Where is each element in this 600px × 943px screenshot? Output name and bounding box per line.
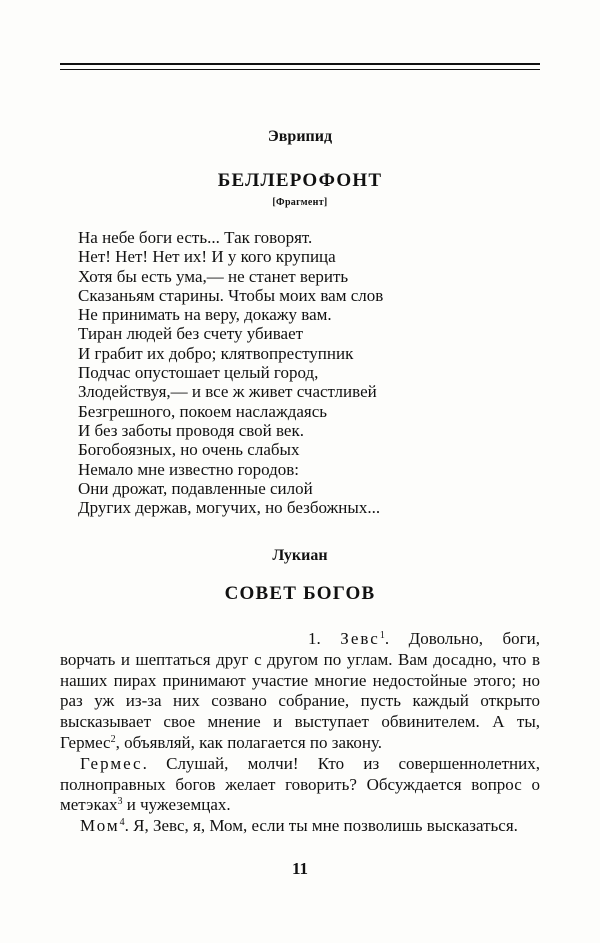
paragraph-zeus [60,629,540,754]
poem-line: Безгрешного, покоем наслаждаясь [78,401,328,421]
poem-line: Подчас опустошает целый город, [78,363,319,383]
author-lucian: Лукиан [272,547,328,564]
title-bellerophon: БЕЛЛЕРОФОНТ [217,170,383,191]
footnote-ref-4: 4 [119,817,125,829]
poem-line: Нет! Нет! Нет их! И у кого крупица [78,247,336,267]
paragraph-text: . Я, Зевс, я, Мом, если ты мне позволишь высказаться. [124,816,518,836]
header-rule-top [60,63,540,65]
footnote-ref-3: 3 [117,796,123,808]
speaker-zeus: Зевс [340,629,380,648]
page-number: 11 [291,859,309,878]
subtitle-fragment: [Фрагмент] [272,197,328,208]
header-rule-bottom [60,69,540,70]
poem-line: Не принимать на веру, докажу вам. [78,305,332,325]
paragraph-text: , объявляй, как полагается по закону. [115,732,383,752]
paragraph-momus [60,816,540,837]
paragraph-text: и чужеземцах. [122,795,231,815]
paragraph-text: . Слушай, молчи! Кто из совершеннолетних, полноправных богов желает говорить? Обсуждается вопрос о метэках [60,753,540,815]
poem-line: Злодействуя,— и все ж живет счастливей [78,382,377,402]
poem-line: Они дрожат, подавленные силой [78,478,313,498]
poem-line: Сказаньям старины. Чтобы моих вам слов [78,285,384,305]
poem-line: Тиран людей без счету убивает [78,324,304,344]
poem-line: Хотя бы есть ума,— не станет верить [78,266,349,286]
title-council-of-gods: СОВЕТ БОГОВ [224,583,376,604]
speaker-hermes: Гермес [80,753,143,773]
author-euripides: Эврипид [267,128,333,145]
poem [78,228,538,517]
poem-line: И без заботы проводя свой век. [78,420,304,440]
speaker-momus: Мом [80,816,120,836]
poem-line: Других держав, могучих, но безбожных... [78,498,381,518]
paragraph-text: . Довольно, боги, ворчать и шептаться друг с другом по углам. Вам досадно, что в наших пирах принимают участие многие недостойные этого; но раз уж из-за них созвано собрание, пусть каждый открыто высказывает свое мнение и выступает обвинителем. А ты, Гермес [60,629,541,752]
poem-line: На небе боги есть... Так говорят. [78,228,313,247]
paragraph-hermes [60,754,540,816]
poem-line: Немало мне известно городов: [78,459,300,479]
paragraph-number: 1. [308,629,321,648]
poem-line: И грабит их добро; клятвопреступник [78,343,354,363]
footnote-ref-1: 1 [379,630,385,641]
poem-line: Богобоязных, но очень слабых [78,440,300,460]
footnote-ref-2: 2 [110,733,116,745]
dialogue [60,629,540,837]
